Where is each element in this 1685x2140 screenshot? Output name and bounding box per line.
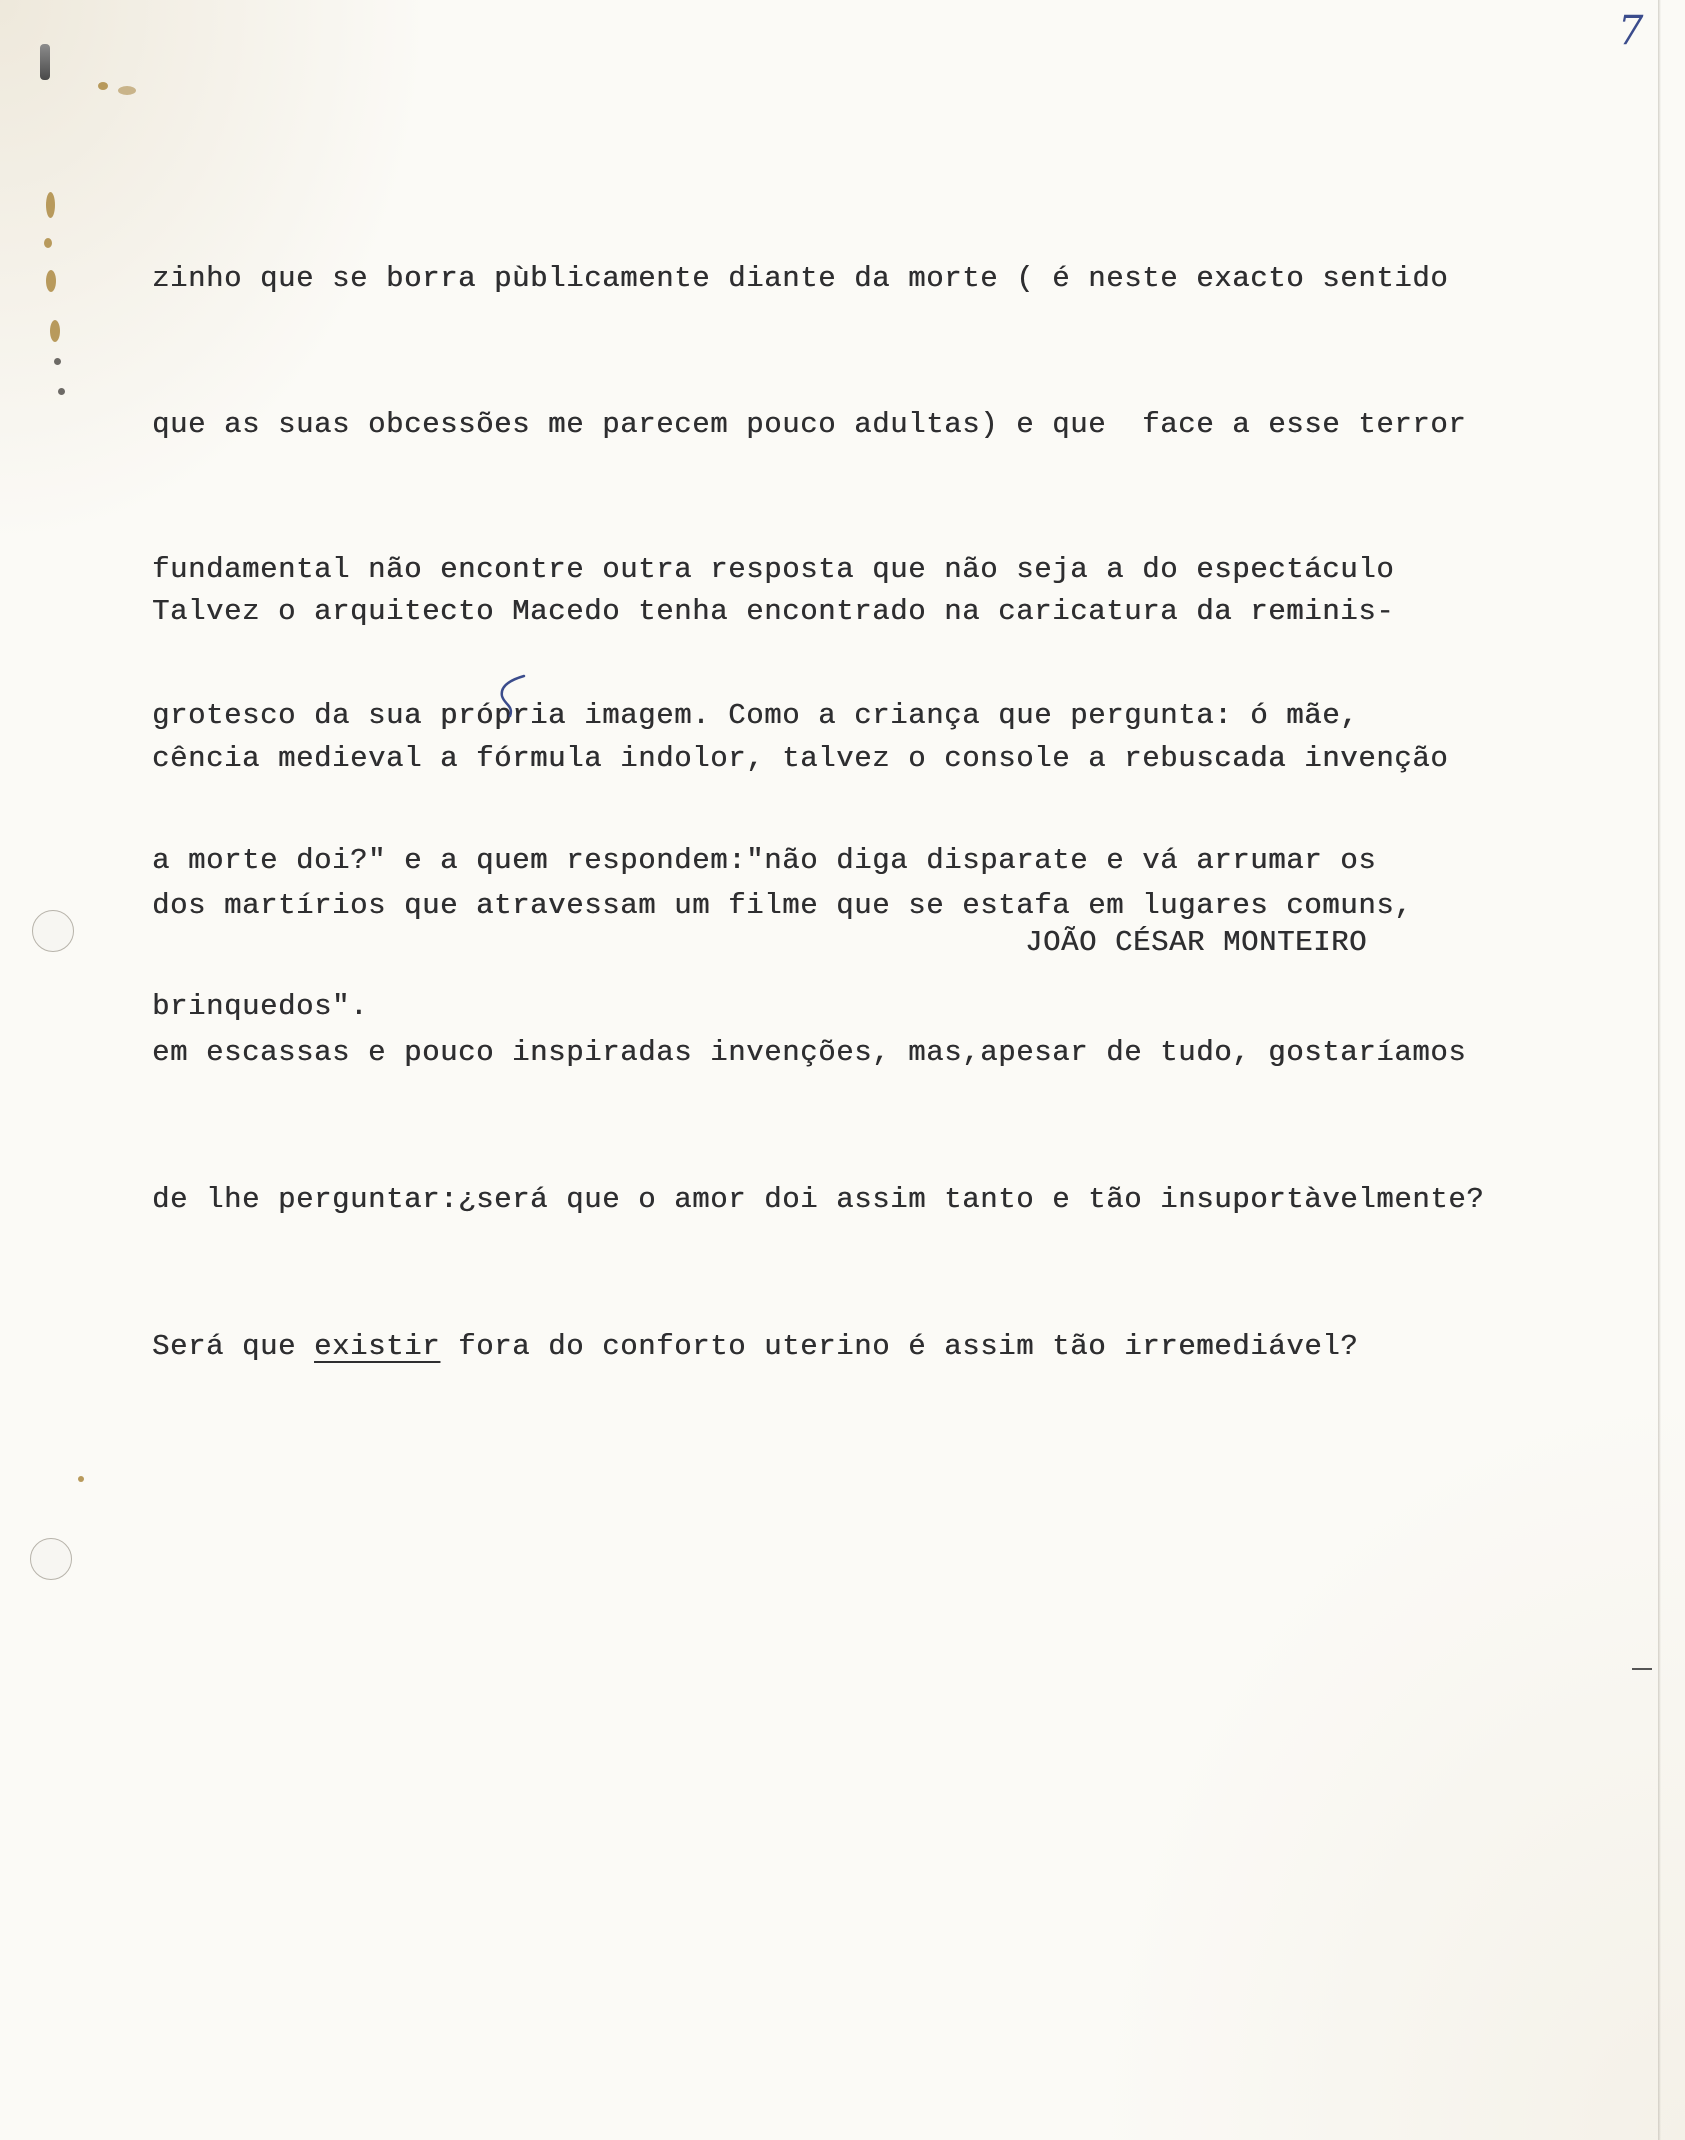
- rust-stain: [118, 86, 136, 95]
- page-number: 7: [1618, 8, 1644, 54]
- text-line: Talvez o arquitecto Macedo tenha encontrado na caricatura da reminis-: [152, 595, 1395, 628]
- text-line: fundamental não encontre outra resposta que não seja a do espectáculo: [152, 553, 1395, 586]
- rust-stain: [54, 358, 61, 365]
- text-line-last: [152, 1322, 1484, 1371]
- text-line: dos martírios que atravessam um filme que se estafa em lugares comuns,: [152, 889, 1413, 922]
- text-line: cência medieval a fórmula indolor, talvez o console a rebuscada invenção: [152, 742, 1449, 775]
- rust-stain: [78, 1476, 84, 1482]
- text-line: zinho que se borra pùblicamente diante da morte ( é neste exacto sentido: [152, 262, 1449, 295]
- paragraph-2: [152, 489, 1484, 1469]
- text-fragment: Será que: [152, 1330, 315, 1363]
- staple-mark: [40, 44, 50, 80]
- text-line: brinquedos".: [152, 989, 369, 1023]
- text-line: que as suas obcessões me parecem pouco adultas) e que face a esse terror: [152, 407, 1467, 441]
- page-edge-shadow: [1658, 0, 1661, 2140]
- rust-stain: [44, 238, 52, 248]
- rust-stain: [46, 270, 56, 292]
- text-line: a morte doi?" e a quem respondem:"não diga disparate e vá arrumar os: [152, 844, 1377, 877]
- text-line: em escassas e pouco inspiradas invenções, mas,apesar de tudo, gostaríamos: [152, 1036, 1467, 1069]
- rust-stain: [50, 320, 60, 342]
- text-line: grotesco da sua própria imagem. Como a criança que pergunta: ó mãe,: [152, 698, 1359, 732]
- punch-hole: [32, 910, 74, 952]
- signature-name: JOÃO CÉSAR MONTEIRO: [1025, 926, 1368, 959]
- rust-stain: [46, 192, 55, 218]
- pen-correction-mark: [480, 672, 540, 722]
- punch-hole: [30, 1538, 72, 1580]
- rust-stain: [98, 82, 108, 90]
- text-fragment: fora do conforto uterino é assim tão irremediável?: [440, 1330, 1359, 1363]
- rust-stain: [58, 388, 65, 395]
- underlined-word: existir: [314, 1330, 441, 1363]
- edge-tick-mark: [1632, 1668, 1652, 1670]
- text-line: de lhe perguntar:¿será que o amor doi assim tanto e tão insuportàvelmente?: [152, 1183, 1485, 1216]
